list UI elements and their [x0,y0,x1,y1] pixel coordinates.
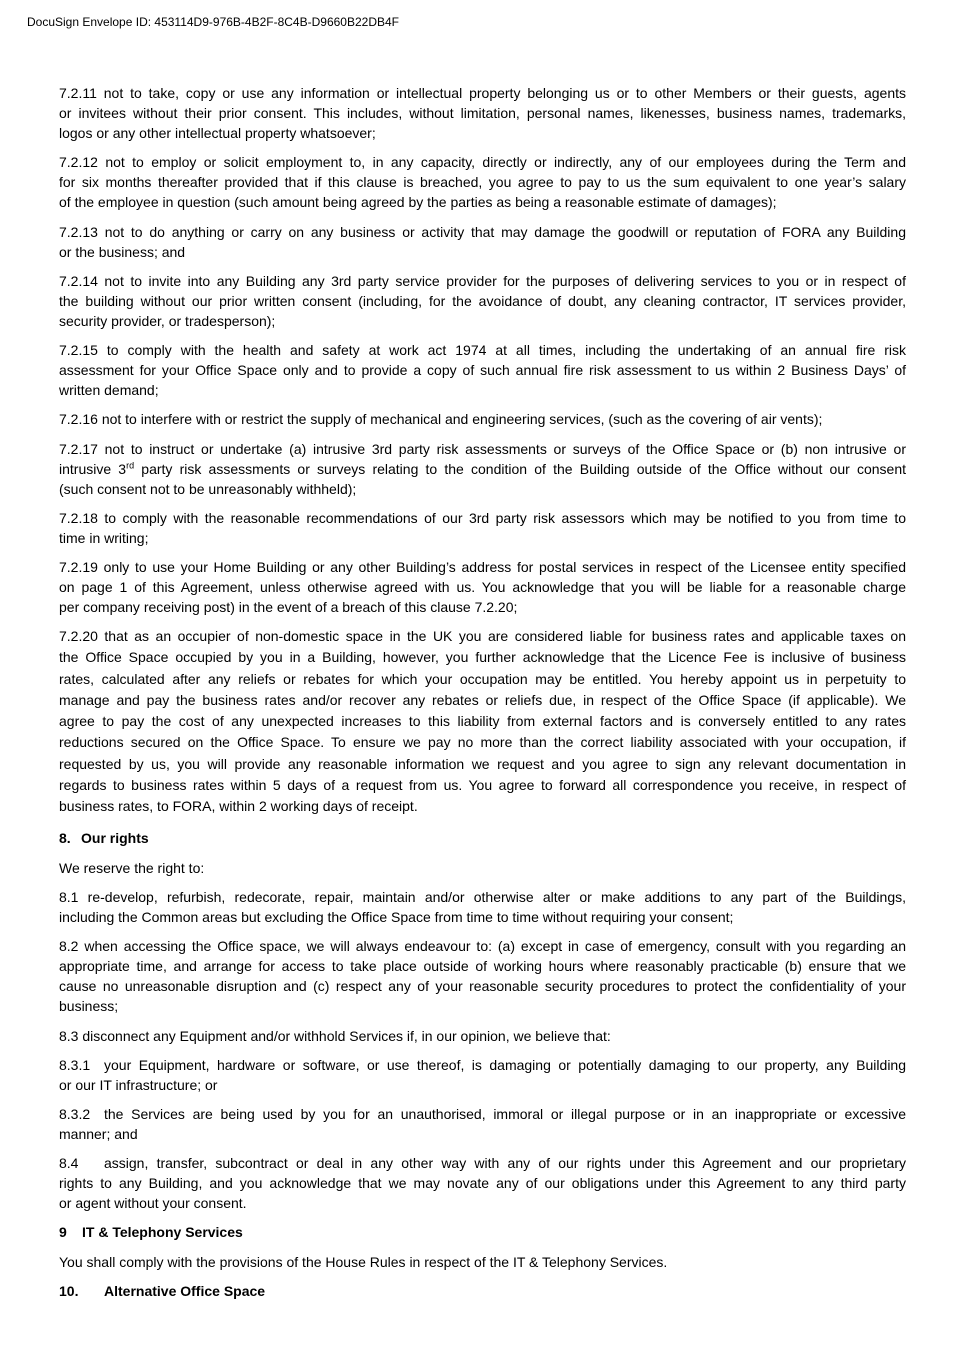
clause-line: 7.2.17 not to instruct or undertake (a) intrusive 3rd party risk assessments or surveys of the Office Space or (b) non intrusive or [59,441,906,457]
clause-line: assessment for your Office Space only and to provide a copy of such annual fire risk assessment to us within 2 Business Days’ of [59,362,906,378]
clause-line: the Office Space occupied by you in a Building, however, you further acknowledge that the Licence Fee is inclusive of business [59,649,906,666]
clause-7-2-11 [59,83,906,143]
clause-number: 8.3.2 [59,1106,91,1122]
clause-line: written demand; [59,382,159,398]
clause-line: reductions secured on the Office Space. To ensure we pay no more than the correct liability associated with your occupation, if [59,734,906,751]
clause-line: We reserve the right to: [59,860,205,876]
section-heading-10 [59,1281,906,1301]
clause-8-1 [59,887,906,927]
clause-line: requested by us, you will provide any reasonable information we request and you agree to sign any relevant documentation in [59,755,906,772]
clause-7-2-17 [59,439,906,499]
clause-line: 7.2.20 that as an occupier of non-domestic space in the UK you are considered liable for business rates and applicable taxes on [59,628,906,644]
clause-line: per company receiving post) in the event of a breach of this clause 7.2.20; [59,599,518,615]
clause-line: including the Common areas but excluding the Office Space from time to time without requiring your consent; [59,909,734,925]
clause-line: You shall comply with the provisions of the House Rules in respect of the IT & Telephony Services. [59,1254,668,1270]
clause-line: 7.2.18 to comply with the reasonable recommendations of our 3rd party risk assessors which may be notified to you from time to [59,510,906,526]
envelope-id: DocuSign Envelope ID: 453114D9-976B-4B2F-8C4B-D9660B22DB4F [27,15,399,29]
clause-line: 7.2.12 not to employ or solicit employment to, in any capacity, directly or indirectly, any of our employees during the Term and [59,154,906,170]
clause-line: security provider, or tradesperson); [59,313,276,329]
clause-7-2-20 [59,626,906,818]
clause-line: 7.2.15 to comply with the health and safety at work act 1974 at all times, including the undertaking of an annual fire risk [59,342,906,358]
clause-8-3-2 [59,1104,906,1144]
clause-line: agree to pay the cost of any unexpected increases to this liability from external factors and is conversely entitled to any rates [59,713,906,730]
section-9-body [59,1252,906,1272]
clause-line: or agent without your consent. [59,1195,247,1211]
clause-text: party risk assessments or surveys relating to the condition of the Building outside of the Office without our consent [134,461,906,477]
clause-line: cause no unreasonable disruption and (c) respect any of your reasonable security procedures to protect the confidentiality of your [59,978,906,994]
clause-line: 7.2.13 not to do anything or carry on any business or activity that may damage the goodwill or reputation of FORA any Building [59,224,906,240]
clause-line: 7.2.19 only to use your Home Building or any other Building’s address for postal services in respect of the Licensee entity specified [59,559,906,575]
clause-line: rights to any Building, and you acknowledge that we may novate any of our obligations under this Agreement to any third party [59,1175,906,1191]
clause-line: business; [59,998,119,1014]
section-number: 10. [59,1283,79,1299]
clause-line [59,459,906,479]
clause-8-3 [59,1026,906,1046]
clause-text: assign, transfer, subcontract or deal in any other way with any of our rights under this Agreement and our proprietary [104,1155,906,1171]
clause-number: 8.3.1 [59,1057,91,1073]
clause-line: appropriate time, and arrange for access to take place outside of working hours where reasonably practicable (b) ensure that we [59,958,906,974]
clause-line: business rates, to FORA, within 2 working days of receipt. [59,798,418,815]
clause-number: 8.4 [59,1155,79,1171]
section-heading-9 [59,1222,906,1242]
clause-7-2-16 [59,409,906,429]
section-number: 9 [59,1224,67,1240]
clause-7-2-18 [59,508,906,548]
clause-7-2-13 [59,222,906,262]
clause-8-4 [59,1153,906,1213]
clause-line: of the employee in question (such amount being agreed by the parties as being a reasonable estimate of damages); [59,194,777,210]
clause-line: 8.2 when accessing the Office space, we will always endeavour to: (a) except in case of emergency, consult with you regarding an [59,938,906,954]
clause-text: your Equipment, hardware or software, or use thereof, is damaging or potentially damaging to our property, any Building [104,1057,906,1073]
section-title: Our rights [81,830,149,846]
clause-7-2-12 [59,152,906,212]
clause-line: 7.2.11 not to take, copy or use any information or intellectual property belonging us or to other Members or their guests, agents [59,85,906,101]
section-number: 8. [59,830,71,846]
clause-line: rates, calculated after any reliefs or rebates for which your occupation may be entitled. You hereby appoint us in perpetuity to [59,670,906,687]
clause-7-2-15 [59,340,906,400]
clause-line: 8.3 disconnect any Equipment and/or withhold Services if, in our opinion, we believe that: [59,1028,611,1044]
clause-line: or invitees without their prior consent. This includes, without limitation, personal names, likenesses, business names, trademarks, [59,105,906,121]
clause-line: manage and pay the business rates and/or recover any rebates or reliefs due, in respect of the Office Space (if applicable). We [59,691,906,708]
clause-line: on page 1 of this Agreement, unless otherwise agreed with us. You acknowledge that you will be liable for a reasonable charge [59,579,906,595]
clause-line [59,1153,906,1173]
clause-line: 7.2.16 not to interfere with or restrict the supply of mechanical and engineering services, (such as the covering of air vents); [59,411,823,427]
clause-line [59,1055,906,1075]
clause-text: the Services are being used by you for an unauthorised, immoral or illegal purpose or in an inappropriate or excessive [104,1106,906,1122]
clause-text: intrusive 3 [59,461,127,477]
clause-line: or the business; and [59,244,186,260]
section-title: Alternative Office Space [104,1283,266,1299]
ordinal-superscript: rd [126,460,135,471]
clause-7-2-14 [59,271,906,331]
clause-line: for six months thereafter provided that if this clause is breached, you agree to pay to us the sum equivalent to one year’s salary [59,174,906,190]
clause-line: time in writing; [59,530,149,546]
clause-8-3-1 [59,1055,906,1095]
clause-line: or our IT infrastructure; or [59,1077,218,1093]
clause-line: (such consent not to be unreasonably withheld); [59,481,357,497]
clause-line: the building without our prior written consent (including, for the avoidance of doubt, any cleaning contractor, IT services provider, [59,293,906,309]
clause-7-2-19 [59,557,906,617]
clause-line [59,1104,906,1124]
clause-line: regards to business rates within 5 days of a request from us. You agree to forward all correspondence you receive, in respect of [59,777,906,794]
section-heading-8 [59,828,906,848]
clause-line: 7.2.14 not to invite into any Building any 3rd party service provider for the purposes of delivering services to you or in respect of [59,273,906,289]
section-8-intro [59,858,906,878]
clause-8-2 [59,936,906,1016]
clause-line: 8.1 re-develop, refurbish, redecorate, repair, maintain and/or otherwise alter or make additions to any part of the Buildings, [59,889,906,905]
clause-line: logos or any other intellectual property whatsoever; [59,125,376,141]
section-title: IT & Telephony Services [82,1224,243,1240]
clause-line: manner; and [59,1126,138,1142]
